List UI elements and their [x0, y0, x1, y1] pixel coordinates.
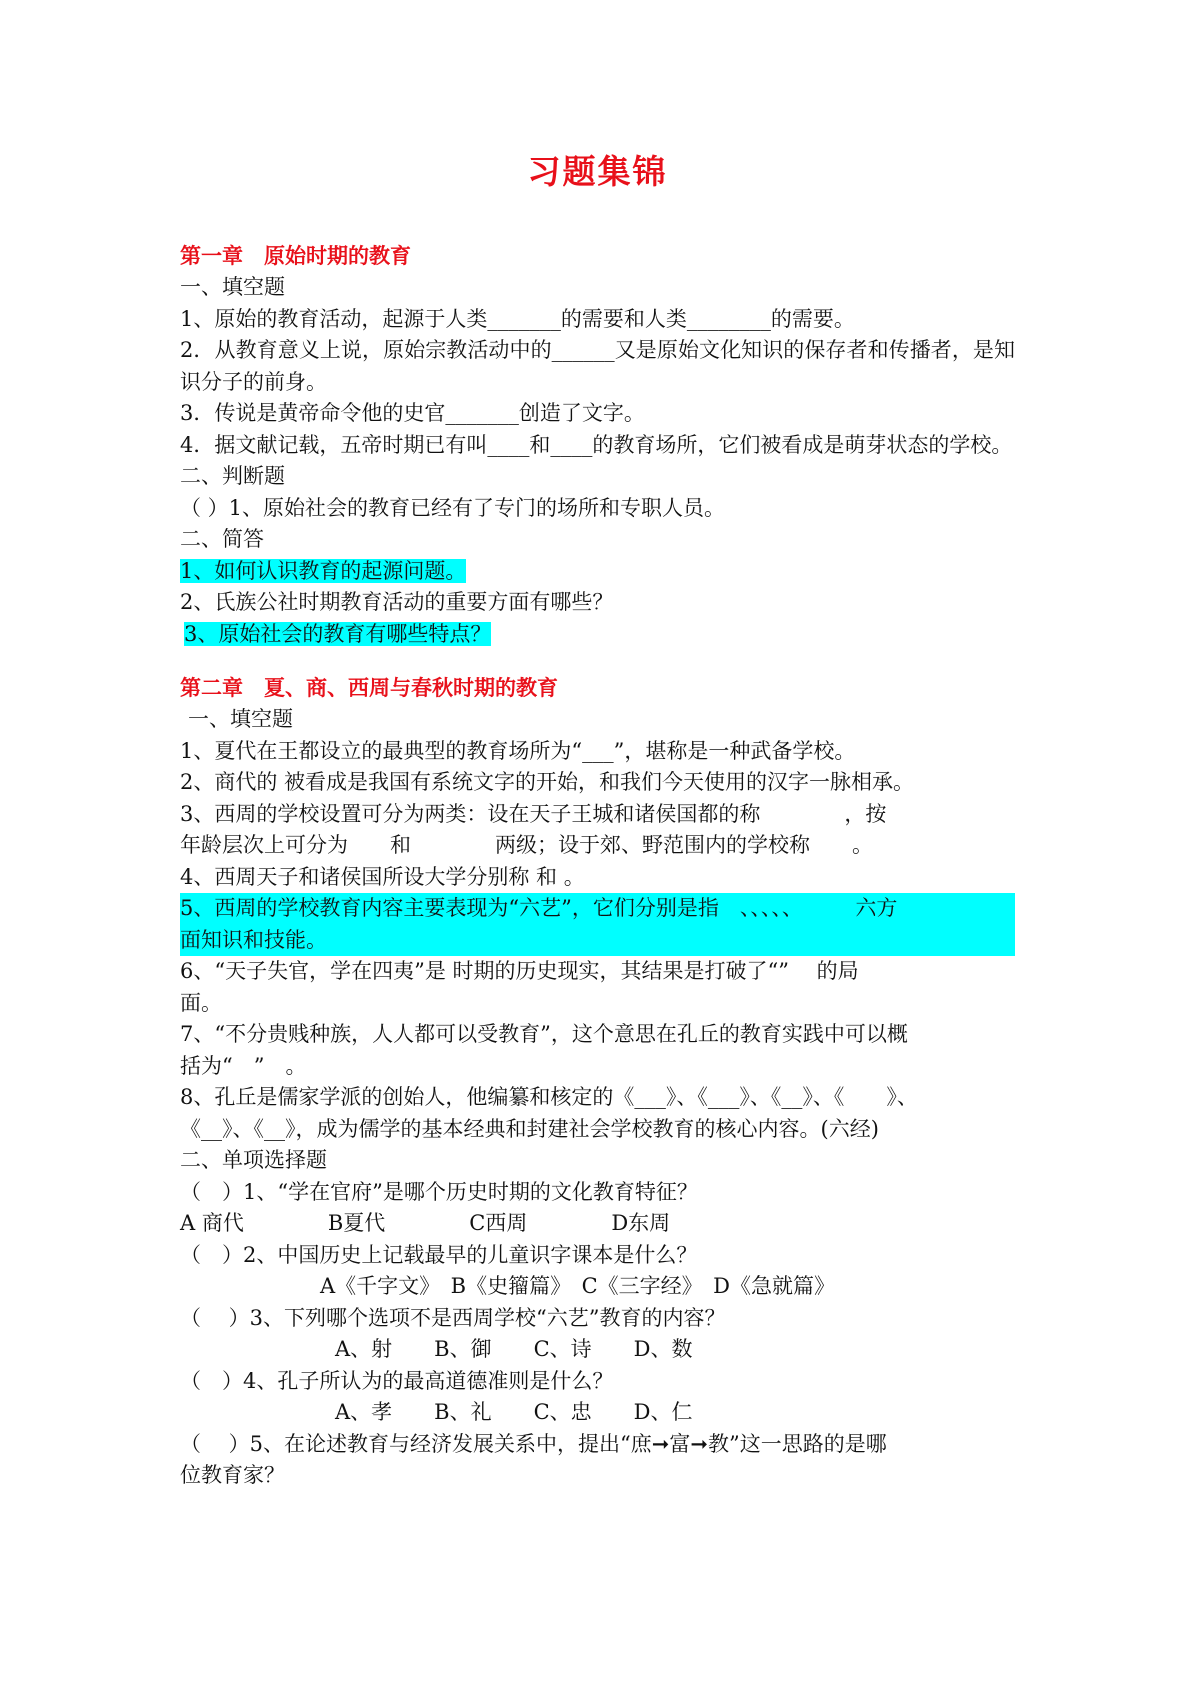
question-text: 4．据文献记载，五帝时期已有叫____和____的教育场所，它们被看成是萌芽状态的学校。: [180, 432, 1013, 457]
question-text: 面。: [180, 990, 222, 1015]
question-text: 3、西周的学校设置可分为两类：设在天子王城和诸侯国都的称 ，按: [180, 801, 887, 826]
highlighted-question: 1、如何认识教育的起源问题。: [180, 558, 467, 583]
question-text: 2、商代的 被看成是我国有系统文字的开始，和我们今天使用的汉字一脉相承。: [180, 770, 915, 794]
section-heading: 二、单项选择题: [180, 1148, 327, 1172]
mc-options: A 商代 B夏代 C西周 D东周: [180, 1211, 671, 1235]
question-text: 1、夏代在王都设立的最典型的教育场所为“___”，堪称是一种武备学校。: [180, 738, 856, 763]
mc-question: （ ）4、孔子所认为的最高道德准则是什么？: [180, 1368, 614, 1393]
mc-options: A《千字文》 B《史籀篇》 C《三字经》 D《急就篇》: [320, 1274, 836, 1298]
question-text: 7、“不分贵贱种族，人人都可以受教育”，这个意思在孔丘的教育实践中可以概: [180, 1022, 908, 1046]
chapter-2-heading: 第二章 夏、商、西周与春秋时期的教育: [180, 675, 558, 700]
mc-question: 位教育家？: [180, 1463, 285, 1487]
mc-options: A、孝 B、礼 C、忠 D、仁: [335, 1400, 693, 1424]
question-text: 括为“ ” 。: [180, 1053, 307, 1078]
highlighted-question: 面知识和技能。: [180, 927, 327, 952]
question-text: 《__》、《__》，成为儒学的基本经典和封建社会学校教育的核心内容。(六经): [180, 1116, 879, 1141]
highlighted-question: 3、原始社会的教育有哪些特点？: [184, 621, 492, 646]
question-text: 4、西周天子和诸侯国所设大学分别称 和 。: [180, 864, 585, 889]
question-text: 8、孔丘是儒家学派的创始人，他编纂和核定的《___》、《___》、《__》、《 》、: [180, 1085, 918, 1109]
section-heading: 一、填空题: [188, 707, 293, 731]
page-title: 习题集锦: [527, 152, 668, 191]
mc-options: A、射 B、御 C、诗 D、数: [335, 1337, 693, 1361]
mc-question: （ ）1、“学在官府”是哪个历史时期的文化教育特征？: [180, 1179, 698, 1204]
highlighted-question: 5、西周的学校教育内容主要表现为“六艺”，它们分别是指 、、、、、 六方: [180, 896, 898, 920]
question-text: 1、原始的教育活动，起源于人类_______的需要和人类________的需要。: [180, 306, 855, 331]
question-text: （ ）1、原始社会的教育已经有了专门的场所和专职人员。: [180, 495, 726, 520]
mc-question: （ ）3、下列哪个选项不是西周学校“六艺”教育的内容？: [180, 1305, 726, 1330]
section-heading: 二、简答: [180, 527, 264, 551]
question-text: 3．传说是黄帝命令他的史官_______创造了文字。: [180, 401, 645, 425]
document-page: [180, 150, 1015, 1492]
question-text: 2．从教育意义上说，原始宗教活动中的______又是原始文化知识的保存者和传播者，是知识分子的前身。: [180, 338, 1015, 394]
question-text: 年龄层次上可分为 和 两级；设于郊、野范围内的学校称 。: [180, 833, 873, 857]
question-text: 6、“天子失官，学在四夷”是 时期的历史现实，其结果是打破了“” 的局: [180, 959, 859, 983]
mc-question: （ ）5、在论述教育与经济发展关系中，提出“庶➞富➞教”这一思路的是哪: [180, 1431, 887, 1456]
chapter-1-heading: 第一章 原始时期的教育: [180, 243, 411, 268]
question-text: 2、氏族公社时期教育活动的重要方面有哪些？: [180, 590, 614, 614]
mc-question: （ ）2、中国历史上记载最早的儿童识字课本是什么？: [180, 1242, 698, 1267]
section-heading: 二、判断题: [180, 464, 285, 488]
section-heading: 一、填空题: [180, 275, 285, 299]
